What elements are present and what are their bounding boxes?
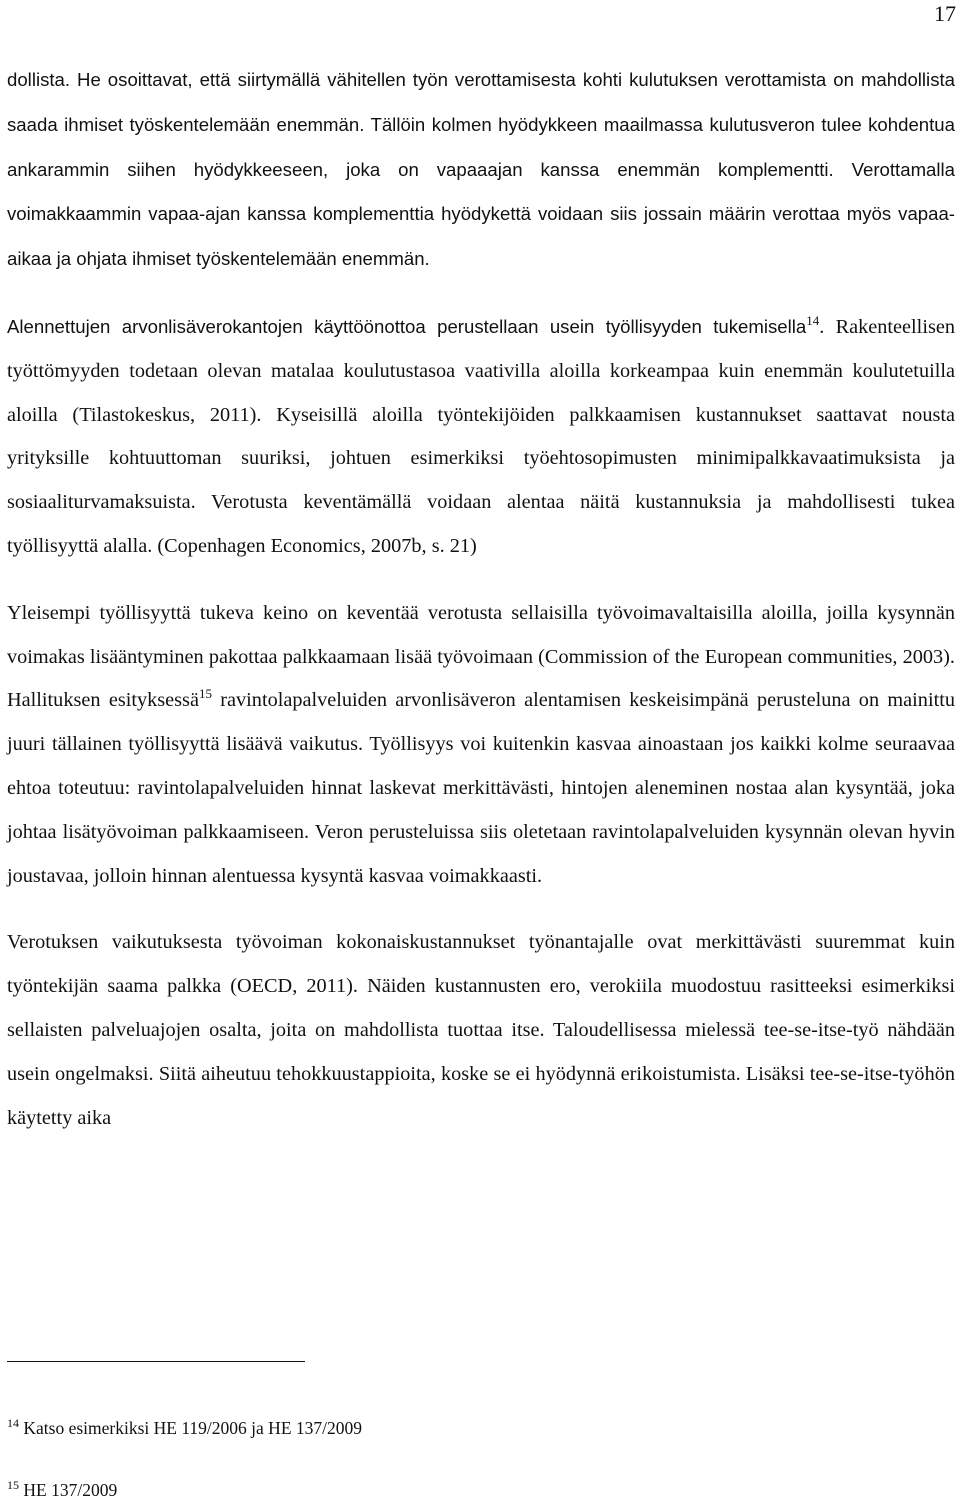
paragraph	[7, 58, 955, 282]
body-text	[7, 58, 955, 1163]
paragraph-text: Alennettujen arvonlisäverokantojen käyttöönottoa perustellaan usein työllisyyden tukemisella	[7, 315, 807, 337]
footnote	[7, 1480, 117, 1500]
paragraph-text: dollista. He osoittavat, että siirtymällä vähitellen työn verottamisesta kohti kulutuksen verottamista on mahdollista saada ihmiset työskentelemään enemmän. Tällöin kolmen hyödykkeen maailmassa kulutusveron tulee kohdentua ankarammin siihen hyödykkeeseen, joka on vapaaajan kanssa enemmän komplementti.	[7, 69, 955, 180]
footnote	[7, 1418, 362, 1438]
footnote-divider	[7, 1361, 305, 1362]
paragraph-text: Yleisempi työllisyyttä tukeva keino on keventää verotusta sellaisilla työvoimavaltaisilla aloilla, joilla kysynnän voimakas lisääntyminen pakottaa palkkaamaan lisää työvoimaan (Commission of the European communities, 2003). Hallituksen esityksessä	[7, 601, 955, 712]
footnote-reference: 15	[198, 686, 212, 702]
footnote-text: Katso esimerkiksi HE 119/2006 ja HE 137/2009	[23, 1418, 362, 1438]
footnote-reference: 14	[806, 313, 820, 329]
footnote-number: 14	[7, 1416, 19, 1431]
paragraph	[7, 592, 955, 899]
footnote-text: HE 137/2009	[23, 1480, 118, 1500]
page-number: 17	[934, 1, 956, 26]
paragraph-text: Verotuksen vaikutuksesta työvoiman kokonaiskustannukset työnantajalle ovat merkittävästi suuremmat kuin työntekijän saama palkka (OECD, 2011). Näiden kustannusten ero, verokiila muodostuu rasitteeksi esimerkiksi sellaisten palveluajojen osalta, joita on mahdollista tuottaa itse. Taloudellisessa mielessä tee-se-itse-työ nähdään usein ongelmaksi. Siitä aiheutuu tehokkuustappioita, koske se ei hyödynnä erikoistumista. Lisäksi tee-se-itse-työhön käytetty aika	[7, 931, 955, 1129]
paragraph	[7, 921, 955, 1140]
paragraph-text: . Rakenteellisen työttömyyden todetaan olevan matalaa koulutustasoa vaativilla aloilla korkeampaa kuin enemmän koulutetuilla aloilla (Tilastokeskus, 2011). Kyseisillä aloilla työntekijöiden palkkaamisen kustannukset saattavat nousta yrityksille kohtuuttoman suuriksi, johtuen esimerkiksi työehtosopimusten minimipalkkavaatimuksista ja sosiaaliturvamaksuista. Verotusta keventämällä voidaan alentaa näitä kustannuksia ja mahdollisesti tukea työllisyyttä alalla. (Copenhagen Economics, 2007b, s. 21)	[7, 315, 955, 557]
paragraph-text: ravintolapalveluiden arvonlisäveron alentamisen keskeisimpänä perusteluna on mainittu juuri tällainen työllisyyttä lisäävä vaikutus. Työllisyys voi kuitenkin kasvaa ainoastaan jos kaikki kolme seuraavaa ehtoa toteutuu: ravintolapalveluiden hinnat laskevat merkittävästi, hintojen aleneminen nostaa alan kysyntää, joka johtaa lisätyövoiman palkkaamiseen. Veron perusteluissa siis oletetaan ravintolapalveluiden kysynnän olevan hyvin joustavaa, jolloin hinnan alentuessa kysyntä kasvaa voimakkaasti.	[7, 689, 955, 887]
paragraph	[7, 305, 955, 569]
footnote-number: 15	[7, 1478, 19, 1493]
paragraph-text: Verottamalla voimakkaammin vapaa-ajan kanssa komplementtia hyödykettä voidaan siis jossain määrin verottaa myös vapaa-aikaa ja ohjata ihmiset työskentelemään enemmän.	[7, 158, 955, 270]
